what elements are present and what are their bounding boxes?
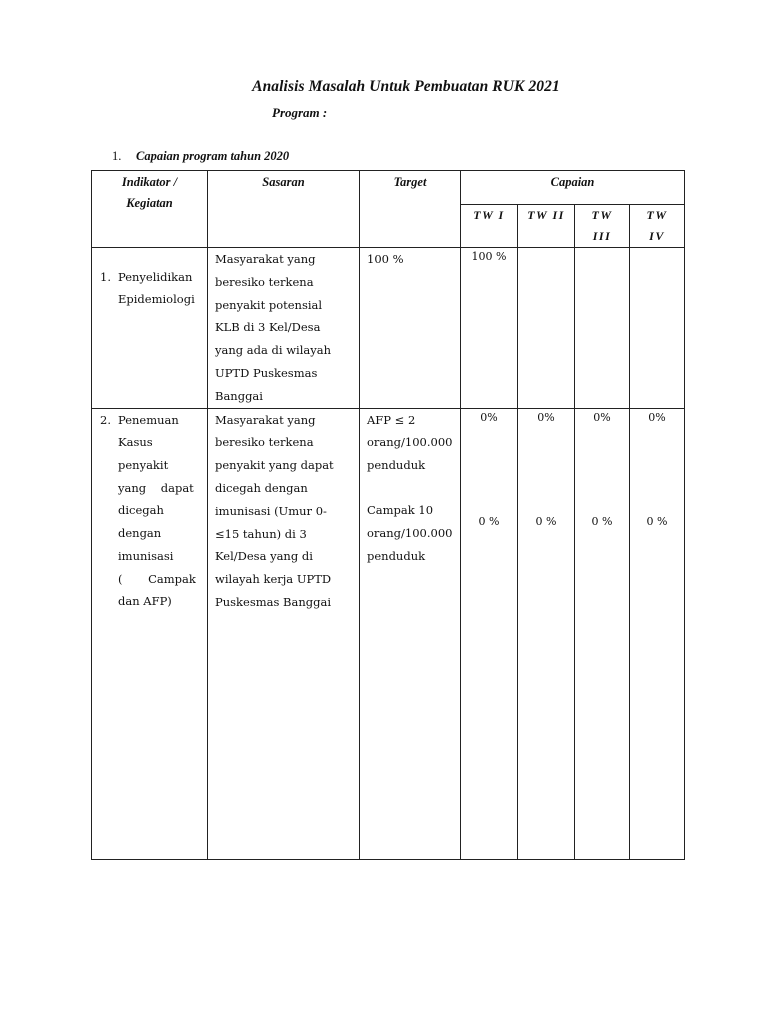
row1-sasaran-line: Banggai	[215, 388, 263, 403]
header-tw3-line1: TW	[591, 208, 613, 222]
row2-tw3	[575, 408, 630, 859]
header-tw4-line1: TW	[646, 208, 668, 222]
row1-indikator-line2: Epidemiologi	[118, 292, 195, 306]
row2-indikator-line: Penemuan	[118, 412, 179, 427]
row2-tw1-afp: 0%	[480, 410, 498, 424]
row2-tw4	[630, 408, 685, 859]
row2-tw2-afp: 0%	[537, 410, 555, 424]
row2-sasaran-line: beresiko terkena	[215, 435, 314, 450]
header-tw3	[575, 205, 630, 248]
row2-sasaran-line: penyakit yang dapat	[215, 458, 334, 473]
row1-tw3	[575, 248, 630, 409]
header-sasaran: Sasaran	[208, 171, 360, 248]
row2-sasaran-line: Puskesmas Banggai	[215, 594, 332, 609]
row2-indikator-line: imunisasi	[118, 548, 174, 563]
row2-tw2-campak: 0 %	[535, 514, 557, 528]
section-heading	[112, 149, 289, 164]
row2-indikator-line: dan AFP)	[118, 594, 172, 609]
header-tw2: TW II	[518, 205, 575, 248]
row2-tw3-afp: 0%	[593, 410, 611, 424]
row2-indikator	[92, 408, 208, 859]
row2-indikator-line: ( Campak	[118, 571, 196, 586]
row1-number: 1.	[100, 270, 111, 284]
program-label: Program :	[272, 105, 328, 120]
section-number: 1.	[112, 149, 122, 163]
row2-tw3-campak: 0 %	[591, 514, 613, 528]
row1-sasaran	[208, 248, 360, 409]
row2-sasaran-line: ≤15 tahun) di 3	[215, 526, 307, 541]
row2-target-campak-line: orang/100.000	[367, 525, 453, 540]
header-indikator	[92, 171, 208, 248]
header-target: Target	[360, 171, 461, 248]
row2-target-afp-line: orang/100.000	[367, 435, 453, 450]
row1-sasaran-line: beresiko terkena	[215, 274, 314, 289]
header-tw4-line2: IV	[649, 229, 665, 243]
row1-indikator-line1: Penyelidikan	[118, 270, 193, 284]
header-tw1: TW I	[461, 205, 518, 248]
row2-target-afp-line: penduduk	[367, 458, 426, 473]
header-row-1	[92, 171, 685, 205]
row2-indikator-line: dicegah	[118, 503, 164, 518]
row1-sasaran-line: UPTD Puskesmas	[215, 365, 318, 380]
row2-indikator-line: yang dapat	[118, 480, 194, 495]
row1-sasaran-line: penyakit potensial	[215, 297, 323, 312]
section-title: Capaian program tahun 2020	[136, 149, 290, 163]
row2-target-afp-line: AFP ≤ 2	[367, 412, 416, 427]
table-row	[92, 408, 685, 859]
header-tw3-line2: III	[592, 229, 612, 243]
row2-tw4-afp: 0%	[648, 410, 666, 424]
row2-target	[360, 408, 461, 859]
row2-indikator-line: dengan	[118, 526, 162, 541]
row2-indikator-line: penyakit	[118, 457, 169, 472]
table-row	[92, 248, 685, 409]
row2-sasaran-line: imunisasi (Umur 0-	[215, 503, 327, 518]
row2-sasaran-line: Kel/Desa yang di	[215, 549, 313, 564]
row1-indikator	[92, 248, 208, 409]
row1-sasaran-line: yang ada di wilayah	[215, 343, 332, 358]
row1-sasaran-line: Masyarakat yang	[215, 252, 316, 266]
row1-target: 100 %	[360, 248, 461, 409]
row2-tw1	[461, 408, 518, 859]
row2-number: 2.	[100, 412, 111, 427]
row2-sasaran-line: wilayah kerja UPTD	[215, 572, 332, 587]
row1-tw1: 100 %	[461, 248, 518, 409]
row1-tw4	[630, 248, 685, 409]
row2-tw1-campak: 0 %	[478, 514, 500, 528]
capaian-table	[91, 170, 685, 860]
row2-sasaran	[208, 408, 360, 859]
row2-target-campak-line: Campak 10	[367, 502, 434, 517]
row2-tw4-campak: 0 %	[646, 514, 668, 528]
row2-sasaran-line: dicegah dengan	[215, 480, 308, 495]
row2-target-campak-line: penduduk	[367, 548, 426, 563]
header-indikator-line2: Kegiatan	[126, 196, 173, 210]
row2-sasaran-line: Masyarakat yang	[215, 412, 316, 427]
row2-indikator-line: Kasus	[118, 435, 153, 450]
row1-tw2	[518, 248, 575, 409]
document-title: Analisis Masalah Untuk Pembuatan RUK 2021	[252, 78, 560, 95]
header-indikator-line1: Indikator /	[121, 175, 178, 189]
row2-tw2	[518, 408, 575, 859]
header-tw4	[630, 205, 685, 248]
header-capaian: Capaian	[461, 171, 685, 205]
row1-sasaran-line: KLB di 3 Kel/Desa	[215, 320, 321, 335]
